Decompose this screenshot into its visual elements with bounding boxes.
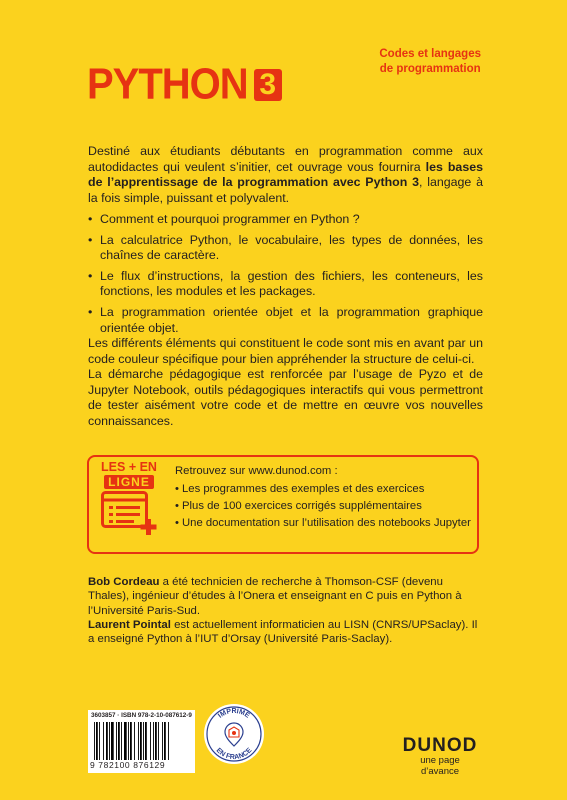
topic-item: • Comment et pourquoi programmer en Python ? xyxy=(88,212,483,228)
intro-text-1: Destiné aux étudiants débutants en programmation comme aux autodidactes qui veulent s’initier, cet ouvrage vous fournira xyxy=(88,144,483,174)
online-intro: Retrouvez sur www.dunod.com : xyxy=(175,465,338,477)
publisher-tagline: une page d’avance xyxy=(420,755,460,777)
online-resources-box xyxy=(87,455,479,554)
barcode-bars xyxy=(94,722,189,760)
author-bio-text: est actuellement informaticien au LISN (CNRS/UPSaclay). Il a enseigné Python à l’IUT d’Orsay (Université Paris-Saclay). xyxy=(88,619,478,646)
author-name: Laurent Pointal xyxy=(88,619,171,631)
barcode xyxy=(88,710,195,773)
online-resources-text xyxy=(175,463,471,532)
badge-les-plus: LES + EN xyxy=(101,460,157,474)
stamp-top-text: IMPRIMÉ xyxy=(217,708,251,720)
author-bio xyxy=(88,575,484,618)
online-resource-item: • Les programmes des exemples et des exercices xyxy=(175,481,471,498)
author-bio xyxy=(88,618,484,647)
badge-ligne: LIGNE xyxy=(104,475,154,489)
publisher-name: DUNOD xyxy=(402,735,478,756)
topic-item: • La programmation orientée objet et la programmation graphique orientée objet. xyxy=(88,305,483,336)
ean-number: 9 782100 876129 xyxy=(90,760,166,770)
intro-bold: les bases de l’apprentissage de la programmation avec Python 3 xyxy=(88,159,483,190)
isbn-line: 3603857 · ISBN 978-2-10-087612-9 xyxy=(91,712,192,719)
online-resource-item: • Une documentation sur l’utilisation des notebooks Jupyter xyxy=(175,515,471,532)
series-category xyxy=(379,47,481,77)
intro-text-2: , langage à la fois simple, puissant et polyvalent. xyxy=(88,175,483,205)
publisher-logo xyxy=(400,736,480,777)
online-badge xyxy=(94,459,164,542)
book-title xyxy=(87,59,282,109)
printed-in-france-stamp xyxy=(203,703,265,765)
category-line-1: Codes et langages xyxy=(379,48,481,60)
topic-item: • La calculatrice Python, le vocabulaire, les types de données, les chaînes de caractère. xyxy=(88,233,483,264)
author-name: Bob Cordeau xyxy=(88,576,160,588)
title-version-badge: 3 xyxy=(254,69,282,101)
online-resource-item: • Plus de 100 exercices corrigés supplémentaires xyxy=(175,498,471,515)
category-line-2: de programmation xyxy=(379,63,481,75)
title-word: PYTHON xyxy=(87,59,248,109)
author-bio-text: a été technicien de recherche à Thomson-CSF (devenu Thales), ingénieur d’études à l’Onera et enseignant en C puis en Python à l’Université Paris-Sud. xyxy=(88,576,462,617)
online-resources-list xyxy=(175,481,471,532)
stamp-bottom-text: EN FRANCE xyxy=(214,746,254,762)
code-color-paragraph: Les différents éléments qui constituent le code sont mis en avant par un code couleur spécifique pour bien appréhender la structure de celui-ci. xyxy=(88,336,483,366)
pedagogy-paragraph: La démarche pédagogique est renforcée par l’usage de Pyzo et de Jupyter Notebook, outils pédagogiques interactifs qui vous permettront de tester aisément votre code et de mettre en œuvre vos nouvelles connaissances. xyxy=(88,367,483,428)
intro-paragraph xyxy=(88,144,483,206)
topics-list xyxy=(88,212,483,341)
document-plus-icon xyxy=(101,491,159,537)
topic-item: • Le flux d’instructions, la gestion des fichiers, les conteneurs, les fonctions, les modules et les packages. xyxy=(88,269,483,300)
